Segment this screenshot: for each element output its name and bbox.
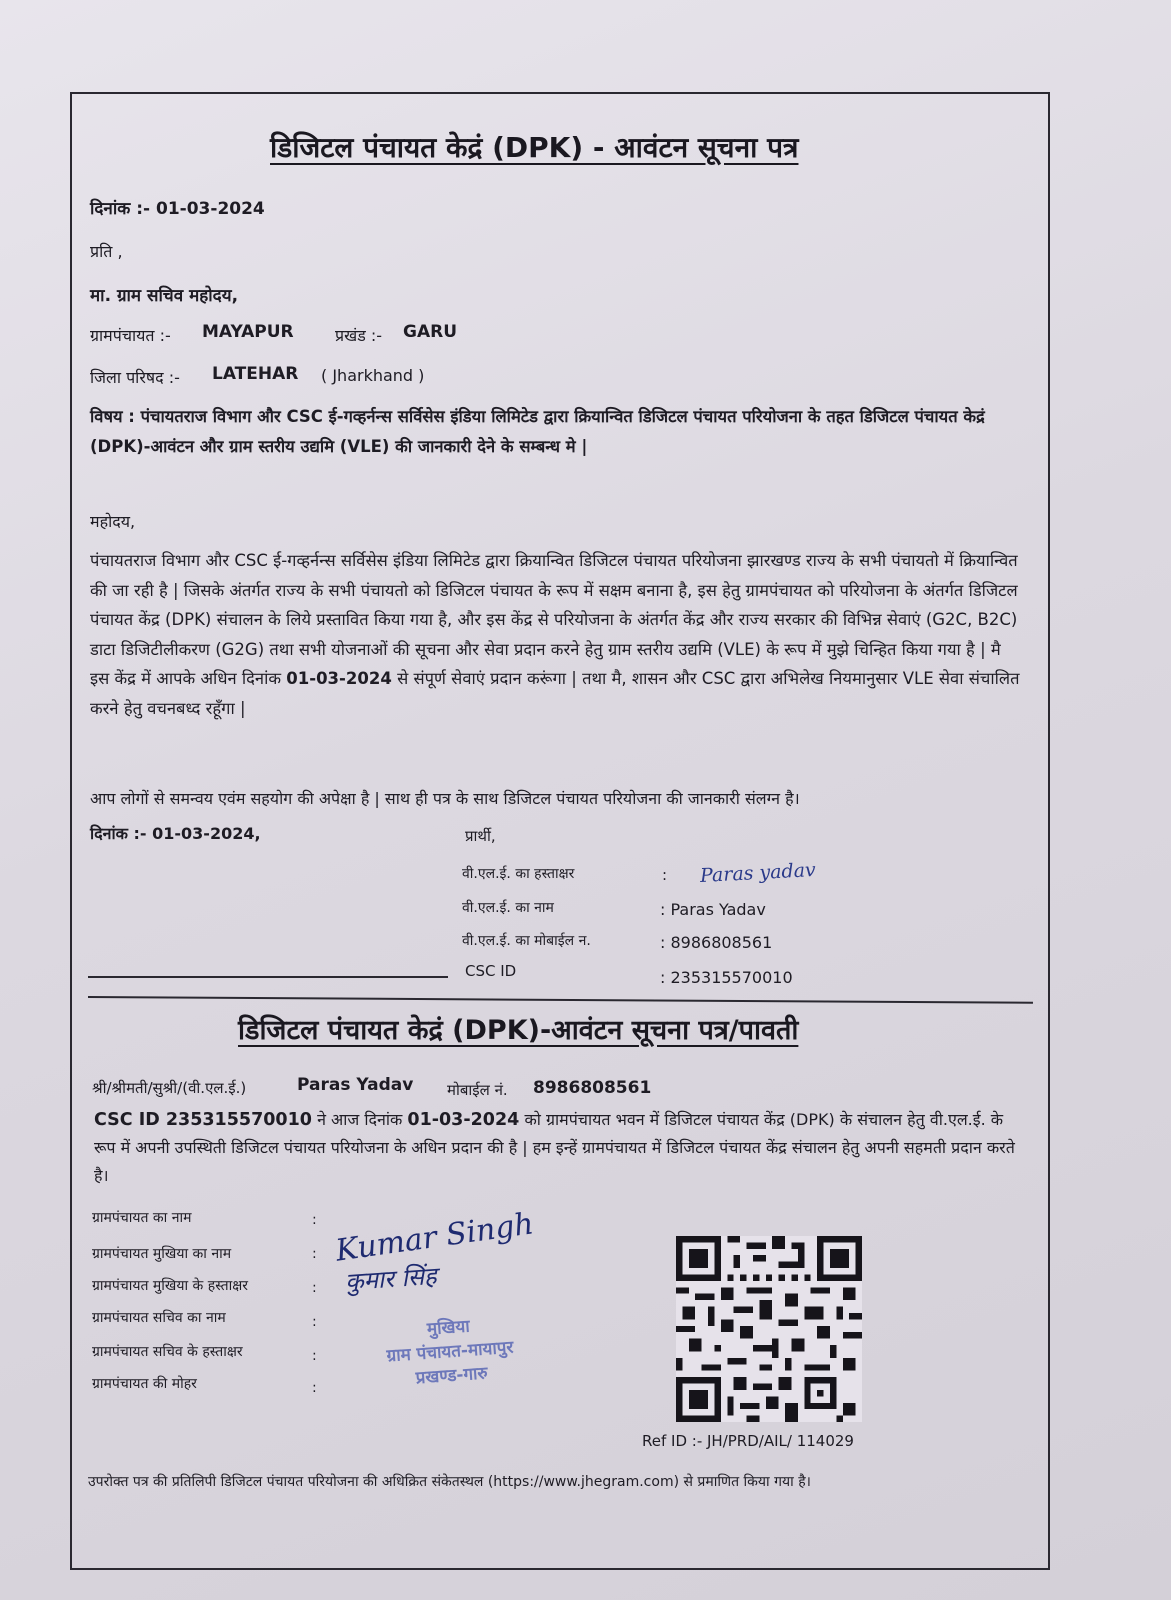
body-paragraph	[90, 546, 1025, 723]
qr-code	[676, 1236, 862, 1422]
colon-4: :	[312, 1314, 317, 1330]
zila-value: LATEHAR	[212, 364, 299, 384]
date-line: दिनांक :- 01-03-2024	[90, 199, 265, 219]
colon-5: :	[312, 1348, 317, 1364]
applicant-label: प्रार्थी,	[465, 827, 496, 845]
vle-name-label: वी.एल.ई. का नाम	[462, 900, 554, 916]
receipt-mobile-label: मोबाईल नं.	[447, 1081, 508, 1099]
colon-1: :	[312, 1212, 317, 1228]
salutation: महोदय,	[90, 512, 136, 531]
csc-id-value: : 235315570010	[660, 968, 793, 987]
receipt-text-mid: ने आज दिनांक	[317, 1110, 403, 1129]
stamp-line-1: मुखिया	[426, 1316, 471, 1340]
gram-panchayat-label: ग्रामपंचायत :-	[90, 326, 171, 345]
footer-note: उपरोक्त पत्र की प्रतिलिपी डिजिटल पंचायत परियोजना की अधिक्रित संकेतस्थल (https://www.jhegram.com) से प्रमाणित किया गया है।	[88, 1474, 811, 1490]
vle-mobile-value: : 8986808561	[660, 933, 773, 952]
panchayat-stamp	[353, 1309, 548, 1394]
body-date: 01-03-2024	[286, 669, 392, 688]
field-mukhiya-sign: ग्रामपंचायत मुखिया के हस्ताक्षर	[92, 1278, 249, 1294]
divider-left	[88, 976, 448, 978]
cooperation-line: आप लोगों से समन्वय एवंम सहयोग की अपेक्षा है | साथ ही पत्र के साथ डिजिटल पंचायत परियोजना की जानकारी संलग्न है।	[90, 789, 800, 808]
gram-panchayat-value: MAYAPUR	[202, 322, 294, 342]
vle-mobile-label: वी.एल.ई. का मोबाईल न.	[462, 933, 591, 949]
subject-paragraph: विषय : पंचायतराज विभाग और CSC ई-गव्हर्नन्स सर्विसेस इंडिया लिमिटेड द्वारा क्रियान्वित डिजिटल पंचायत परियोजना के तहत डिजिटल पंचायत केद्रं (DPK)-आवंटन और ग्राम स्तरीय उद्यमि (VLE) की जानकारी देने के सम्बन्ध मे |	[90, 407, 985, 456]
state-text: ( Jharkhand )	[321, 366, 425, 385]
receipt-title: डिजिटल पंचायत केद्रं (DPK)-आवंटन सूचना पत्र/पावती	[238, 1015, 799, 1046]
notice-title: डिजिटल पंचायत केद्रं (DPK) - आवंटन सूचना पत्र	[270, 131, 799, 164]
shri-label: श्री/श्रीमती/सुश्री/(वी.एल.ई.)	[92, 1079, 247, 1097]
mukhiya-signature-2: कुमार सिंह	[344, 1261, 438, 1297]
prakhand-value: GARU	[403, 322, 458, 342]
vle-sign-label: वी.एल.ई. का हस्ताक्षर	[462, 866, 575, 882]
field-mukhiya-name: ग्रामपंचायत मुखिया का नाम	[92, 1246, 232, 1262]
body-text: पंचायतराज विभाग और CSC ई-गव्हर्नन्स सर्विसेस इंडिया लिमिटेड द्वारा क्रियान्वित डिजिटल पंचायत परियोजना झारखण्ड राज्य के सभी पंचायतो में क्रियान्वित की जा रही है | जिसके अंतर्गत राज्य के सभी पंचायतो को डिजिटल पंचायत के रूप में सक्षम बनाना है, इस हेतु ग्रामपंचायत को परियोजना के अंतर्गत डिजिटल पंचायत केंद्र (DPK) संचालन के लिये प्रस्तावित किया गया है, और इस केंद्र से परियोजना के अंतर्गत केंद्र और राज्य सरकार की विभिन्न सेवाएं (G2C, B2C) डाटा डिजिटीलीकरण (G2G) तथा सभी योजनाओं की सूचना और सेवा प्रदान करने हेतु ग्राम स्तरीय उद्यमि (VLE) के रूप में मुझे चिन्हित किया गया है | मै इस केंद्र में आपके अधिन दिनांक	[90, 551, 1018, 688]
prakhand-label: प्रखंड :-	[335, 326, 383, 345]
field-sachiv-name: ग्रामपंचायत सचिव का नाम	[92, 1310, 226, 1326]
receipt-paragraph	[94, 1106, 1019, 1190]
field-gp-name: ग्रामपंचायत का नाम	[92, 1210, 192, 1226]
closing-date: दिनांक :- 01-03-2024,	[90, 824, 261, 843]
vle-sign-colon: :	[662, 866, 668, 884]
colon-6: :	[312, 1380, 317, 1396]
colon-2: :	[312, 1246, 317, 1262]
ref-id: Ref ID :- JH/PRD/AIL/ 114029	[642, 1432, 854, 1450]
shri-value: Paras Yadav	[297, 1075, 414, 1095]
receipt-mobile-value: 8986808561	[533, 1078, 652, 1098]
prati-text: प्रति ,	[90, 242, 123, 261]
colon-3: :	[312, 1280, 317, 1296]
field-stamp: ग्रामपंचायत की मोहर	[92, 1376, 197, 1392]
mukhiya-signature-1: Kumar Singh	[333, 1206, 536, 1269]
zila-label: जिला परिषद :-	[90, 368, 180, 387]
vle-name-value: : Paras Yadav	[660, 900, 766, 919]
receipt-date: 01-03-2024	[407, 1110, 520, 1130]
addressee: मा. ग्राम सचिव महोदय,	[90, 286, 239, 306]
receipt-text-end: को ग्रामपंचायत भवन में डिजिटल पंचायत केंद्र (DPK) के संचालन हेतु वी.एल.ई. के रूप में अपनी उपस्थिती डिजिटल पंचायत परियोजना के अधिन प्रदान की है | हम इन्हें ग्रामपंचायत में डिजिटल पंचायत केंद्र संचालन हेतु अपनी सहमती प्रदान करते है।	[94, 1110, 1015, 1185]
receipt-csc-id: CSC ID 235315570010	[94, 1110, 312, 1130]
field-sachiv-sign: ग्रामपंचायत सचिव के हस्ताक्षर	[92, 1344, 243, 1360]
stamp-line-3: प्रखण्ड-गारु	[415, 1363, 489, 1389]
stamp-line-2: ग्राम पंचायत-मायापुर	[385, 1337, 515, 1367]
vle-signature: Paras yadav	[699, 858, 817, 888]
csc-id-label: CSC ID	[465, 962, 517, 980]
body-text-end: से संपूर्ण सेवाएं प्रदान करूंगा | तथा मै, शासन और CSC द्वारा अभिलेख नियमानुसार VLE सेवा संचालित करने हेतु वचनबध्द रहूँगा |	[90, 669, 1020, 718]
